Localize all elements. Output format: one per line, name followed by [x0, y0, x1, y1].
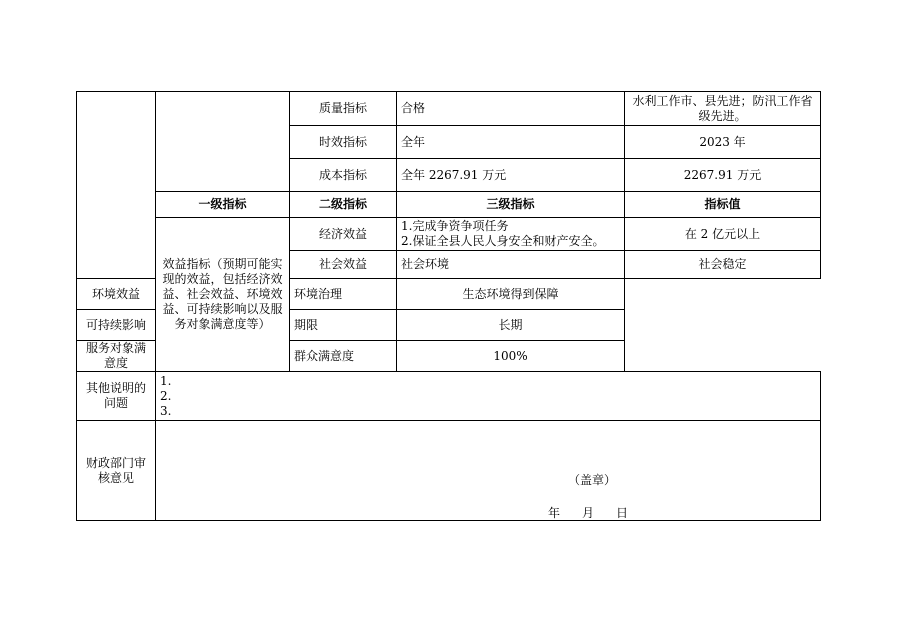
seal-text: （盖章） [568, 473, 617, 487]
level2-social: 社会效益 [290, 251, 397, 279]
level3-cost: 全年 2267.91 万元 [397, 159, 625, 192]
header-level2: 二级指标 [290, 192, 397, 218]
level3-economic-line-2: 2.保证全县人民人身安全和财产安全。 [401, 234, 605, 248]
date-month: 月 [582, 506, 595, 520]
level2-economic: 经济效益 [290, 218, 397, 251]
value-satisfaction: 100% [397, 341, 625, 372]
level2-time: 时效指标 [290, 126, 397, 159]
level3-environment: 环境治理 [290, 279, 397, 310]
header-level1: 一级指标 [156, 192, 290, 218]
level3-economic [397, 218, 625, 251]
date-day: 日 [616, 506, 629, 520]
level3-economic-line-1: 1.完成争资争项任务 [401, 219, 509, 233]
header-value: 指标值 [625, 192, 821, 218]
level3-social: 社会环境 [397, 251, 625, 279]
level2-environment: 环境效益 [77, 279, 156, 310]
table-row [77, 218, 821, 251]
level3-satisfaction: 群众满意度 [290, 341, 397, 372]
level2-satisfaction: 服务对象满意度 [77, 341, 156, 372]
level1-blank-cell [156, 92, 290, 192]
note-item-1: 1. [160, 374, 172, 388]
value-social: 社会稳定 [625, 251, 821, 279]
finance-label: 财政部门审核意见 [77, 421, 156, 521]
level2-sustainability: 可持续影响 [77, 310, 156, 341]
value-cost: 2267.91 万元 [625, 159, 821, 192]
value-environment: 生态环境得到保障 [397, 279, 625, 310]
level3-quality: 合格 [397, 92, 625, 126]
date-line [548, 506, 628, 521]
value-economic: 在 2 亿元以上 [625, 218, 821, 251]
level2-quality: 质量指标 [290, 92, 397, 126]
finance-content [156, 421, 821, 521]
value-sustainability: 长期 [397, 310, 625, 341]
level3-time: 全年 [397, 126, 625, 159]
value-time: 2023 年 [625, 126, 821, 159]
header-level3: 三级指标 [397, 192, 625, 218]
other-notes-row [77, 372, 821, 421]
level3-sustainability: 期限 [290, 310, 397, 341]
other-notes-label: 其他说明的问题 [77, 372, 156, 421]
finance-row [77, 421, 821, 521]
level2-cost: 成本指标 [290, 159, 397, 192]
performance-table [76, 91, 821, 521]
other-notes-content [156, 372, 821, 421]
benefit-level1-label: 效益指标（预期可能实现的效益，包括经济效益、社会效益、环境效益、可持续影响以及服务对象满意度等） [156, 218, 290, 372]
note-item-2: 2. [160, 389, 172, 403]
date-year: 年 [548, 506, 561, 520]
value-quality: 水利工作市、县先进；防汛工作省级先进。 [625, 92, 821, 126]
header-row [77, 192, 821, 218]
note-item-3: 3. [160, 404, 172, 418]
table-row [77, 92, 821, 126]
left-blank-cell [77, 92, 156, 279]
